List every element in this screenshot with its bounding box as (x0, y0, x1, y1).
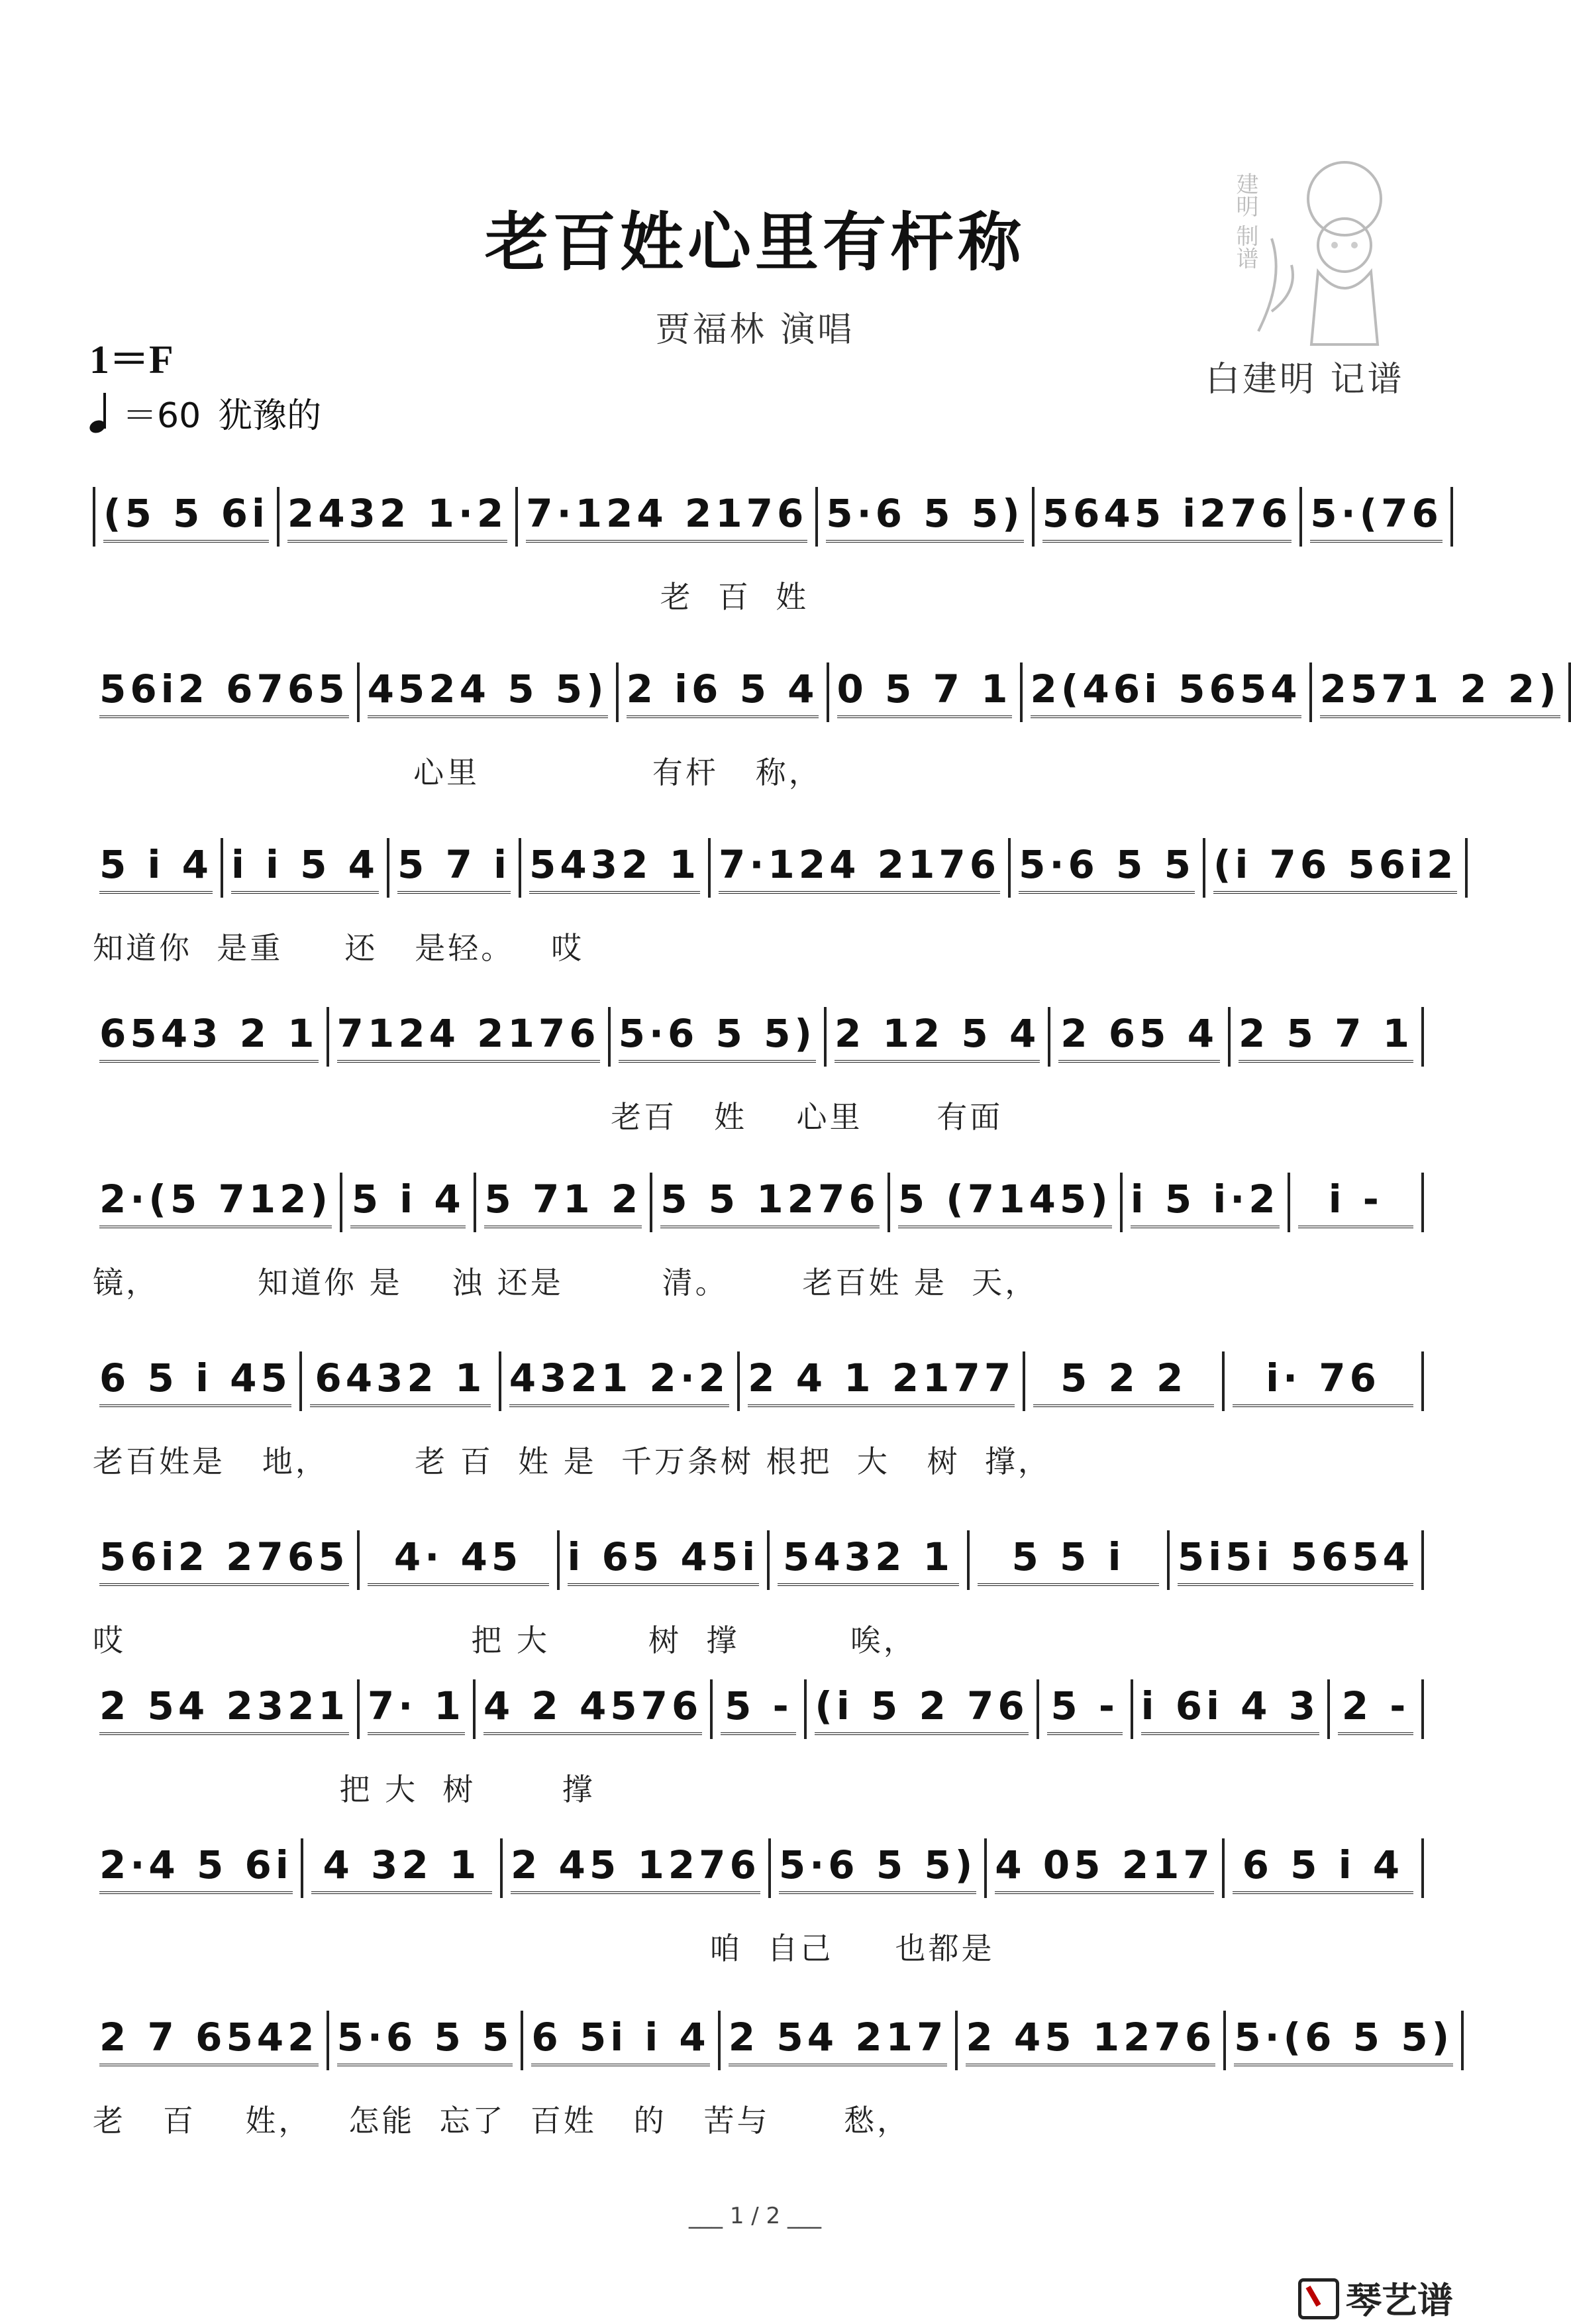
barline (650, 1173, 652, 1232)
quarter-note-icon (89, 393, 113, 433)
barline (387, 838, 389, 898)
barline (1222, 1838, 1225, 1898)
barline (357, 662, 360, 722)
measure: 7·124 2176 (526, 491, 807, 543)
measure: 5·6 5 5) (619, 1011, 816, 1063)
measure: 4524 5 5) (368, 666, 608, 718)
measure: 2432 1·2 (287, 491, 507, 543)
barline (1228, 1007, 1231, 1067)
lyrics-line: 咱 自己 也都是 (93, 1930, 995, 1966)
barline (608, 1007, 611, 1067)
brand-name: 琴艺谱 (1346, 2280, 1453, 2321)
measure: 6 5 i 4 (1233, 1842, 1413, 1894)
measure: 5 - (1047, 1683, 1123, 1735)
barline (500, 1838, 503, 1898)
barline (1421, 1351, 1424, 1411)
barline (737, 1351, 740, 1411)
barline (277, 487, 279, 547)
measure: 5i5i 5654 (1178, 1534, 1413, 1586)
measure: 2 45 1276 (966, 2015, 1215, 2066)
measure: 5645 i276 (1042, 491, 1292, 543)
measure: 2·(5 712) (99, 1177, 332, 1228)
barline (1020, 662, 1023, 722)
barline (708, 838, 711, 898)
measure: 2 54 217 (729, 2015, 948, 2066)
measure: 5 7 i (397, 842, 511, 894)
measure: 2571 2 2) (1320, 666, 1560, 718)
measure: (i 76 56i2 (1213, 842, 1457, 894)
barline (1461, 2011, 1464, 2070)
barline (474, 1173, 476, 1232)
barline (499, 1351, 501, 1411)
lyrics-line: 老 百 姓 (93, 579, 809, 615)
singer-credit: 贾福林 演唱 (655, 310, 855, 350)
barline (1032, 487, 1035, 547)
barline (1008, 838, 1011, 898)
brand-mark-icon (1298, 2278, 1339, 2319)
barline (340, 1173, 342, 1232)
measure: 5·(76 (1310, 491, 1443, 543)
measure: 5 5 1276 (660, 1177, 880, 1228)
measure: 2 5 7 1 (1239, 1011, 1413, 1063)
tempo-marking (89, 388, 321, 437)
lyrics-line: 知道你 是重 还 是轻。 哎 (93, 930, 585, 966)
measure: 6432 1 (310, 1355, 491, 1407)
measure: 2 i6 5 4 (627, 666, 819, 718)
barline (718, 2011, 721, 2070)
barline (299, 1351, 302, 1411)
measure: 5·(6 5 5) (1234, 2015, 1453, 2066)
lyrics-line: 心里 有杆 称， (93, 755, 822, 790)
measure: 4321 2·2 (509, 1355, 729, 1407)
barline (521, 2011, 523, 2070)
barline (93, 487, 95, 547)
measure: 5·6 5 5 (337, 2015, 513, 2066)
measure: 6 5i i 4 (531, 2015, 709, 2066)
barline (984, 1838, 987, 1898)
measure: 5 i 4 (350, 1177, 466, 1228)
measure: 56i2 2765 (99, 1534, 349, 1586)
measure: i 5 i·2 (1131, 1177, 1280, 1228)
measure: 2 54 2321 (99, 1683, 349, 1735)
measure: 56i2 6765 (99, 666, 349, 718)
measure: 5 71 2 (484, 1177, 642, 1228)
barline (221, 838, 223, 898)
barline (1450, 487, 1453, 547)
page-number: ___ 1 / 2 ___ (689, 2203, 821, 2229)
barline (827, 662, 829, 722)
barline (955, 2011, 958, 2070)
barline (768, 1838, 771, 1898)
measure: 2(46i 5654 (1031, 666, 1301, 718)
barline (616, 662, 619, 722)
tempo-value: ＝60 (123, 396, 201, 436)
measure: 2 12 5 4 (835, 1011, 1040, 1063)
measure: 2 4 1 2177 (748, 1355, 1015, 1407)
barline (1288, 1173, 1290, 1232)
barline (1327, 1679, 1330, 1739)
measure: i 6i 4 3 (1141, 1683, 1319, 1735)
barline (519, 838, 521, 898)
barline (1037, 1679, 1039, 1739)
measure: i - (1298, 1177, 1413, 1228)
barline (710, 1679, 713, 1739)
seal-text: 建明 制谱 (1232, 172, 1258, 270)
measure: 5 5 i (978, 1534, 1159, 1586)
lyrics-line: 老百姓是 地， 老 百 姓 是 千万条树 根把 大 树 撑， (93, 1444, 1051, 1479)
opera-figure-seal (1232, 146, 1411, 364)
measure: 5 2 2 (1033, 1355, 1214, 1407)
barline (1421, 1007, 1424, 1067)
measure: i 65 45i (568, 1534, 760, 1586)
barline (1568, 662, 1571, 722)
barline (1167, 1530, 1170, 1590)
measure: 5·6 5 5) (826, 491, 1023, 543)
key-signature: 1＝F (89, 338, 174, 382)
barline (1421, 1679, 1424, 1739)
barline (327, 1007, 329, 1067)
tempo-expression: 犹豫的 (218, 396, 322, 436)
barline (357, 1530, 360, 1590)
barline (1222, 1351, 1225, 1411)
barline (1203, 838, 1205, 898)
barline (815, 487, 818, 547)
barline (473, 1679, 476, 1739)
lyrics-line: 老百 姓 心里 有面 (93, 1099, 1003, 1135)
measure: 4 05 217 (995, 1842, 1214, 1894)
barline (557, 1530, 560, 1590)
barline (515, 487, 518, 547)
barline (767, 1530, 770, 1590)
brand-logo (1298, 2272, 1453, 2323)
lyrics-line: 老 百 姓， 怎能 忘了 百姓 的 苦与 愁， (93, 2103, 911, 2139)
measure: 6543 2 1 (99, 1011, 319, 1063)
measure: i· 76 (1233, 1355, 1413, 1407)
measure: 0 5 7 1 (837, 666, 1012, 718)
measure: i i 5 4 (231, 842, 379, 894)
barline (1299, 487, 1302, 547)
barline (1223, 2011, 1226, 2070)
lyrics-line: 镜， 知道你 是 浊 还是 清。 老百姓 是 天， (93, 1265, 1039, 1300)
measure: (5 5 6i (103, 491, 269, 543)
measure: 2 65 4 (1058, 1011, 1220, 1063)
barline (804, 1679, 807, 1739)
measure: 4· 45 (368, 1534, 549, 1586)
transcriber-credit: 白建明 记谱 (1205, 360, 1405, 399)
barline (967, 1530, 970, 1590)
barline (357, 1679, 360, 1739)
measure: 4 32 1 (311, 1842, 492, 1894)
measure: 2 7 6542 (99, 2015, 319, 2066)
barline (1421, 1530, 1424, 1590)
measure: 5432 1 (778, 1534, 959, 1586)
measure: 4 2 4576 (483, 1683, 703, 1735)
barline (1120, 1173, 1123, 1232)
measure: 2 45 1276 (511, 1842, 760, 1894)
measure: 5·6 5 5 (1019, 842, 1195, 894)
barline (1465, 838, 1468, 898)
barline (1048, 1007, 1050, 1067)
lyrics-line: 把 大 树 撑 (93, 1771, 595, 1807)
barline (887, 1173, 890, 1232)
measure: 5 (7145) (898, 1177, 1112, 1228)
barline (1421, 1173, 1424, 1232)
barline (824, 1007, 827, 1067)
measure: 7124 2176 (337, 1011, 600, 1063)
measure: (i 5 2 76 (815, 1683, 1028, 1735)
barline (327, 2011, 329, 2070)
barline (1131, 1679, 1133, 1739)
measure: 5 i 4 (99, 842, 213, 894)
measure: 5432 1 (529, 842, 700, 894)
barline (301, 1838, 303, 1898)
measure: 7·124 2176 (719, 842, 1000, 894)
score-title: 老百姓心里有杆称 (485, 205, 1025, 280)
measure: 5·6 5 5) (779, 1842, 976, 1894)
lyrics-line: 哎 把 大 树 撑 唉， (93, 1622, 917, 1658)
barline (1309, 662, 1312, 722)
measure: 2·4 5 6i (99, 1842, 293, 1894)
barline (1023, 1351, 1025, 1411)
barline (1421, 1838, 1424, 1898)
measure: 7· 1 (368, 1683, 465, 1735)
measure: 5 - (721, 1683, 796, 1735)
measure: 2 - (1338, 1683, 1413, 1735)
measure: 6 5 i 45 (99, 1355, 291, 1407)
